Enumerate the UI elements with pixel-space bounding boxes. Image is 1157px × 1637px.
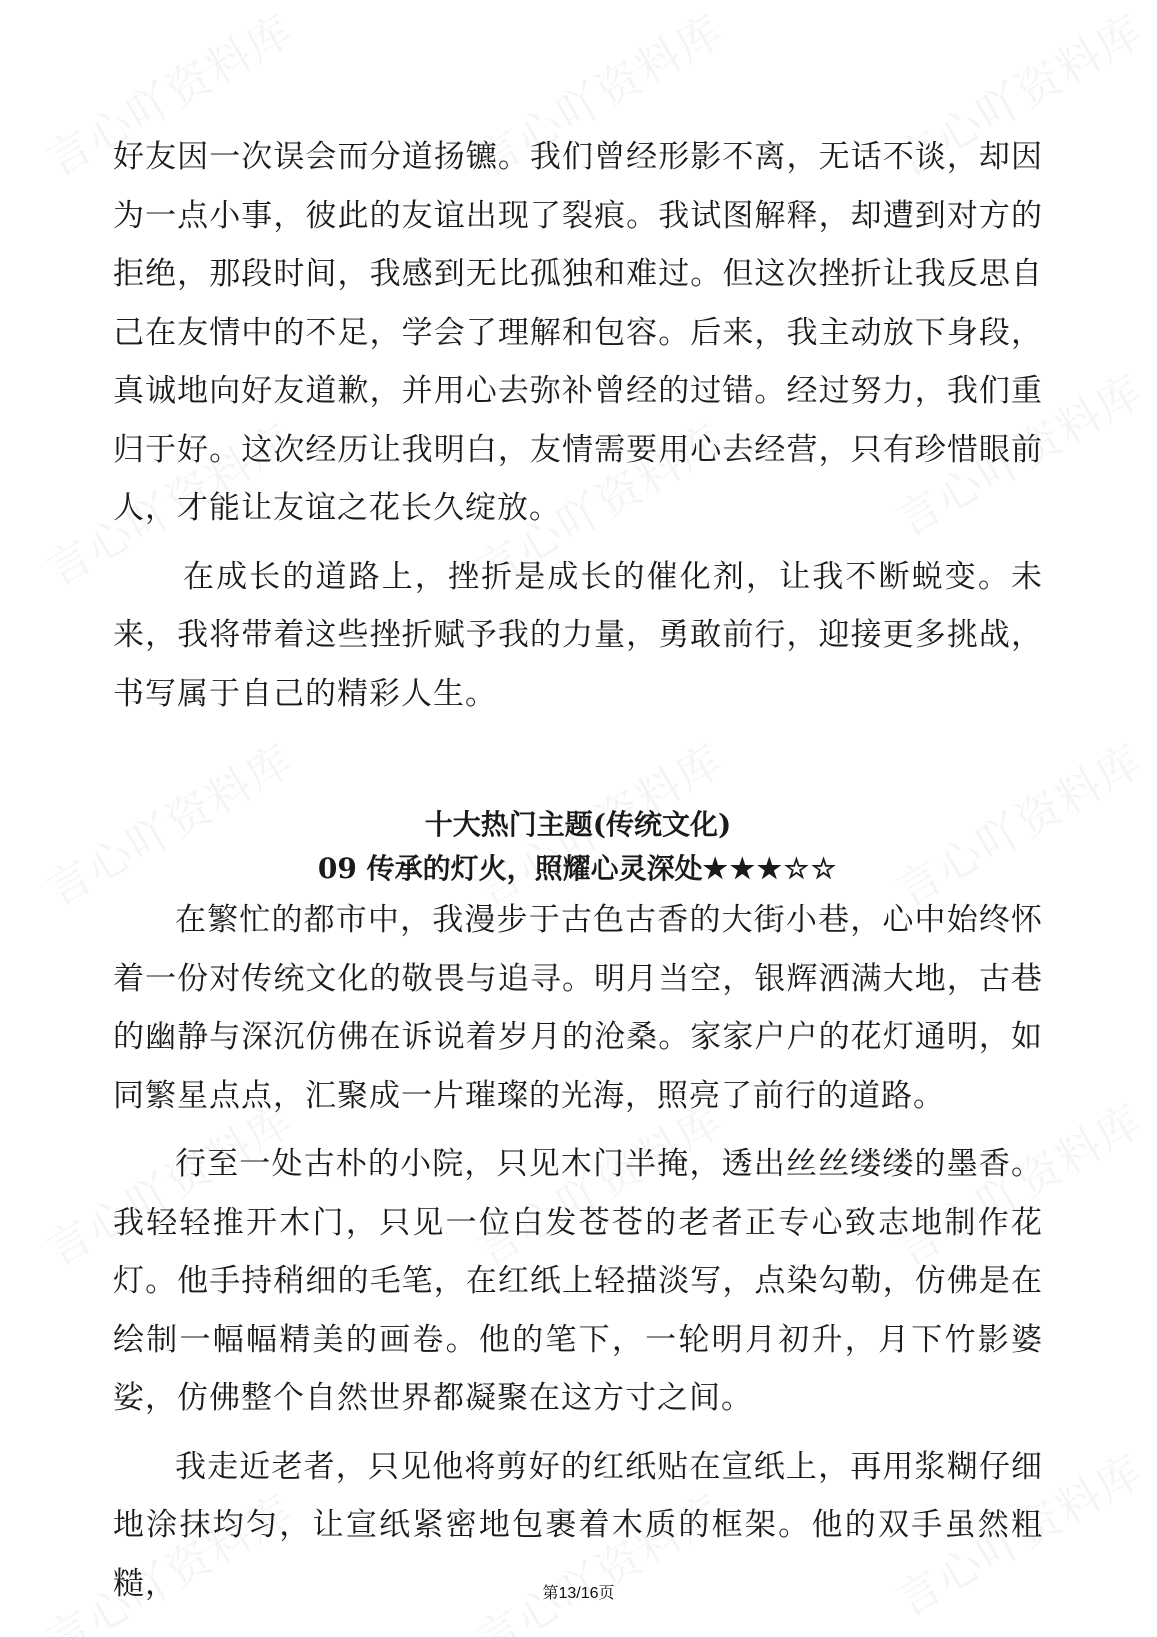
body-paragraph: 在繁忙的都市中，我漫步于古色古香的大街小巷，心中始终怀着一份对传统文化的敬畏与追寻。明月当空，银辉洒满大地，古巷的幽静与深沉仿佛在诉说着岁月的沧桑。家家户户的花灯通明，如同繁星点点，汇聚成一片璀璨的光海，照亮了前行的道路。 — [113, 902, 1043, 1114]
section-header — [113, 803, 1043, 891]
star-rating: ★★★☆☆ — [702, 852, 839, 885]
body-paragraph: 我走近老者，只见他将剪好的红纸贴在宣纸上，再用浆糊仔细地涂抹均匀，让宣纸紧密地包裹着木质的框架。他的双手虽然粗糙， — [113, 1448, 1043, 1602]
section-title: 十大热门主题(传统文化) — [424, 808, 732, 841]
body-paragraph: 行至一处古朴的小院，只见木门半掩，透出丝丝缕缕的墨香。我轻轻推开木门，只见一位白发苍苍的老者正专心致志地制作花灯。他手持稍细的毛笔，在红纸上轻描淡写，点染勾勒，仿佛是在绘制一幅幅精美的画卷。他的笔下，一轮明月初升，月下竹影婆娑，仿佛整个自然世界都凝聚在这方寸之间。 — [113, 1146, 1043, 1416]
page-number: 第13/16页 — [542, 1585, 615, 1602]
essay-title-line — [113, 847, 1043, 891]
essay-title: 09 传承的灯火，照耀心灵深处 — [317, 852, 703, 885]
body-paragraph: 在成长的道路上，挫折是成长的催化剂，让我不断蜕变。未来，我将带着这些挫折赋予我的力量，勇敢前行，迎接更多挑战，书写属于自己的精彩人生。 — [113, 558, 1043, 712]
body-paragraph: 好友因一次误会而分道扬镳。我们曾经形影不离，无话不谈，却因为一点小事，彼此的友谊出现了裂痕。我试图解释，却遭到对方的拒绝，那段时间，我感到无比孤独和难过。但这次挫折让我反思自己在友情中的不足，学会了理解和包容。后来，我主动放下身段，真诚地向好友道歉，并用心去弥补曾经的过错。经过努力，我们重归于好。这次经历让我明白，友情需要用心去经营，只有珍惜眼前人，才能让友谊之花长久绽放。 — [113, 139, 1043, 526]
page-content — [113, 128, 1043, 1613]
